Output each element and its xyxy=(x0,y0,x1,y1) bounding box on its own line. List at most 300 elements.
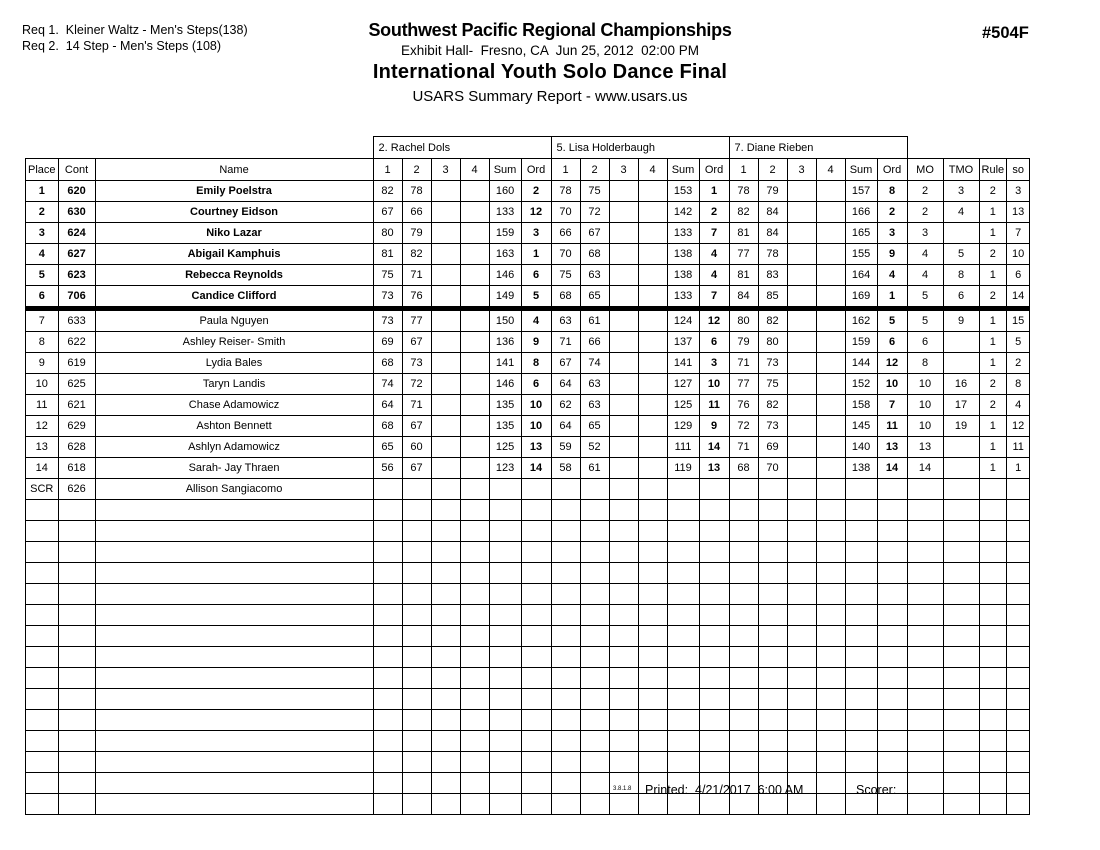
cell-j3-col3 xyxy=(787,731,816,752)
cell-j2-col1 xyxy=(551,752,580,773)
cell-cont xyxy=(58,731,95,752)
header-j2-score-1: 1 xyxy=(551,159,580,181)
cell-cont: 633 xyxy=(58,309,95,332)
cell-j3-score-2: 75 xyxy=(758,374,787,395)
cell-rule xyxy=(979,752,1007,773)
cell-cont xyxy=(58,605,95,626)
cell-cont: 628 xyxy=(58,437,95,458)
cell-j1-col3 xyxy=(431,521,460,542)
cell-j3-sum: 158 xyxy=(845,395,877,416)
cell-j3-score-3 xyxy=(787,374,816,395)
cell-name xyxy=(95,773,373,794)
empty-row xyxy=(26,605,1030,626)
cell-j3-col1 xyxy=(729,710,758,731)
column-header-row xyxy=(26,159,1030,181)
cell-j3-score-2: 73 xyxy=(758,353,787,374)
cell-j2-score-4 xyxy=(638,353,667,374)
cell-j1-col5 xyxy=(489,647,521,668)
table-row xyxy=(26,458,1030,479)
cell-j2-ord xyxy=(699,605,729,626)
header-j3-score-4: 4 xyxy=(816,159,845,181)
cell-j1-score-1: 67 xyxy=(373,202,402,223)
cell-j1-col3 xyxy=(431,626,460,647)
cell-place xyxy=(26,731,59,752)
cell-j2-ord xyxy=(699,584,729,605)
cell-j1-col2 xyxy=(402,773,431,794)
cell-j2-score-1: 68 xyxy=(551,286,580,309)
cell-j2-score-3 xyxy=(609,353,638,374)
cell-j3-sum: 164 xyxy=(845,265,877,286)
cell-j3-score-4 xyxy=(816,286,845,309)
cell-j1-sum: 146 xyxy=(489,374,521,395)
cell-j1-sum: 123 xyxy=(489,458,521,479)
cell-j1-col3 xyxy=(431,794,460,815)
cell-j3-score-3 xyxy=(787,309,816,332)
cell-j2-col5 xyxy=(667,752,699,773)
cell-j2-ord: 3 xyxy=(699,353,729,374)
cell-j1-col5 xyxy=(489,689,521,710)
cell-j3-col4 xyxy=(816,542,845,563)
cell-j1-col1 xyxy=(373,731,402,752)
cell-j2-sum: 124 xyxy=(667,309,699,332)
cell-j1-col1 xyxy=(373,584,402,605)
cell-j1-ord: 1 xyxy=(521,244,551,265)
cell-so xyxy=(1007,479,1030,500)
cell-j1-ord xyxy=(521,731,551,752)
table-row xyxy=(26,286,1030,309)
cell-j3-col5 xyxy=(845,500,877,521)
cell-rule: 1 xyxy=(979,332,1007,353)
cell-j2-col3 xyxy=(609,752,638,773)
cell-j2-score-2: 63 xyxy=(580,374,609,395)
cell-place xyxy=(26,626,59,647)
printed-value: 4/21/2017 6:00 AM xyxy=(695,783,804,797)
cell-j1-col4 xyxy=(460,626,489,647)
cell-j1-ord: 4 xyxy=(521,309,551,332)
cell-tmo: 9 xyxy=(943,309,979,332)
cell-j3-col2 xyxy=(758,710,787,731)
empty-row xyxy=(26,647,1030,668)
cell-j2-score-4 xyxy=(638,395,667,416)
cell-j1-ord xyxy=(521,773,551,794)
cell-j3-ord: 6 xyxy=(877,332,907,353)
cell-so: 6 xyxy=(1007,265,1030,286)
cell-j2-col4 xyxy=(638,500,667,521)
header-j1-score-2: 2 xyxy=(402,159,431,181)
cell-tmo xyxy=(943,521,979,542)
cell-j1-score-3 xyxy=(431,286,460,309)
cell-j2-ord: 13 xyxy=(699,458,729,479)
table-row xyxy=(26,353,1030,374)
cell-rule xyxy=(979,563,1007,584)
cell-mo xyxy=(907,731,943,752)
cell-mo xyxy=(907,647,943,668)
cell-j2-col1 xyxy=(551,521,580,542)
cell-j2-col3 xyxy=(609,500,638,521)
cell-cont: 626 xyxy=(58,479,95,500)
cell-so xyxy=(1007,731,1030,752)
cell-j3-ord: 5 xyxy=(877,309,907,332)
cell-j3-col2 xyxy=(758,668,787,689)
cell-mo xyxy=(907,479,943,500)
cell-j2-score-3 xyxy=(609,416,638,437)
cell-j1-ord xyxy=(521,668,551,689)
cell-rule: 2 xyxy=(979,244,1007,265)
cell-mo: 4 xyxy=(907,265,943,286)
cell-j1-ord xyxy=(521,605,551,626)
cell-j3-score-2: 82 xyxy=(758,395,787,416)
cell-j3-score-2: 85 xyxy=(758,286,787,309)
cell-j2-ord xyxy=(699,689,729,710)
cell-mo xyxy=(907,500,943,521)
cell-rule xyxy=(979,479,1007,500)
cell-rule xyxy=(979,500,1007,521)
cell-j3-score-4 xyxy=(816,458,845,479)
cell-j2-sum: 129 xyxy=(667,416,699,437)
cell-j1-col4 xyxy=(460,668,489,689)
cell-j3-ord xyxy=(877,563,907,584)
cell-j2-score-2: 72 xyxy=(580,202,609,223)
cell-j1-sum: 135 xyxy=(489,416,521,437)
cell-j1-col2 xyxy=(402,542,431,563)
cell-j1-score-2: 82 xyxy=(402,244,431,265)
cell-name xyxy=(95,731,373,752)
cell-j2-col1 xyxy=(551,794,580,815)
cell-rule: 1 xyxy=(979,416,1007,437)
cell-mo: 6 xyxy=(907,332,943,353)
cell-j2-score-4 xyxy=(638,244,667,265)
cell-j1-col2 xyxy=(402,668,431,689)
cell-j3-col4 xyxy=(816,584,845,605)
cell-j3-score-3 xyxy=(787,202,816,223)
cell-mo xyxy=(907,668,943,689)
cell-so xyxy=(1007,773,1030,794)
empty-row xyxy=(26,542,1030,563)
cell-j3-score-3 xyxy=(787,458,816,479)
cell-j3-score-1: 77 xyxy=(729,244,758,265)
cell-j1-ord xyxy=(521,500,551,521)
cell-j3-col5 xyxy=(845,752,877,773)
cell-j3-col5 xyxy=(845,542,877,563)
cell-rule xyxy=(979,647,1007,668)
software-version: 3.8.1.8 xyxy=(613,786,632,792)
cell-j3-col1 xyxy=(729,584,758,605)
cell-j3-score-4 xyxy=(816,353,845,374)
cell-j2-col2 xyxy=(580,584,609,605)
header-j3-score-2: 2 xyxy=(758,159,787,181)
cell-j1-col3 xyxy=(431,647,460,668)
cell-j2-ord xyxy=(699,647,729,668)
cell-j1-ord: 10 xyxy=(521,416,551,437)
cell-j1-score-4 xyxy=(460,202,489,223)
cell-j3-score-1: 84 xyxy=(729,286,758,309)
cell-tmo: 19 xyxy=(943,416,979,437)
cell-j1-col5 xyxy=(489,626,521,647)
cell-cont: 629 xyxy=(58,416,95,437)
cell-j1-col4 xyxy=(460,773,489,794)
cell-mo: 5 xyxy=(907,309,943,332)
cell-place: 14 xyxy=(26,458,59,479)
cell-mo: 10 xyxy=(907,395,943,416)
cell-j3-col1 xyxy=(729,731,758,752)
cell-tmo xyxy=(943,500,979,521)
cell-j2-col2 xyxy=(580,731,609,752)
cell-j1-score-3 xyxy=(431,332,460,353)
cell-j1-score-4 xyxy=(460,395,489,416)
cell-j1-col1 xyxy=(373,689,402,710)
judge-name-1: 2. Rachel Dols xyxy=(373,137,551,159)
cell-place xyxy=(26,500,59,521)
cell-j3-ord: 2 xyxy=(877,202,907,223)
cell-j3-ord: 1 xyxy=(877,286,907,309)
cell-j3-col3 xyxy=(787,668,816,689)
cell-j3-score-4 xyxy=(816,437,845,458)
cell-j1-col4 xyxy=(460,521,489,542)
cell-so: 12 xyxy=(1007,416,1030,437)
cell-j1-score-1: 65 xyxy=(373,437,402,458)
cell-so xyxy=(1007,626,1030,647)
cell-j2-col4 xyxy=(638,584,667,605)
printed-timestamp xyxy=(645,783,803,797)
cell-place xyxy=(26,542,59,563)
cell-j3-score-1 xyxy=(729,479,758,500)
cell-j2-col3 xyxy=(609,668,638,689)
cell-j2-col2 xyxy=(580,500,609,521)
cell-j2-ord: 10 xyxy=(699,374,729,395)
cell-mo xyxy=(907,584,943,605)
cell-j1-score-4 xyxy=(460,181,489,202)
cell-j1-col2 xyxy=(402,647,431,668)
cell-name xyxy=(95,710,373,731)
cell-j1-col1 xyxy=(373,794,402,815)
cell-j2-ord: 11 xyxy=(699,395,729,416)
cell-j1-score-3 xyxy=(431,265,460,286)
cell-place xyxy=(26,773,59,794)
cell-j3-sum: 145 xyxy=(845,416,877,437)
cell-name: Courtney Eidson xyxy=(95,202,373,223)
cell-j1-score-3 xyxy=(431,395,460,416)
cell-j2-col2 xyxy=(580,689,609,710)
cell-j2-col2 xyxy=(580,605,609,626)
cell-j3-ord xyxy=(877,605,907,626)
cell-j3-score-1: 71 xyxy=(729,437,758,458)
cell-j3-score-4 xyxy=(816,416,845,437)
cell-j2-ord: 7 xyxy=(699,223,729,244)
cell-j1-score-3 xyxy=(431,374,460,395)
cell-j3-score-2: 80 xyxy=(758,332,787,353)
header-j1-score-1: 1 xyxy=(373,159,402,181)
cell-j2-sum: 141 xyxy=(667,353,699,374)
cell-name xyxy=(95,794,373,815)
cell-j1-col4 xyxy=(460,710,489,731)
cell-j1-col5 xyxy=(489,563,521,584)
cell-j2-ord xyxy=(699,563,729,584)
cell-j3-col5 xyxy=(845,668,877,689)
cell-tmo xyxy=(943,794,979,815)
cell-j2-score-4 xyxy=(638,374,667,395)
cell-tmo xyxy=(943,437,979,458)
cell-j2-col5 xyxy=(667,521,699,542)
cell-j2-score-4 xyxy=(638,479,667,500)
cell-j1-score-3 xyxy=(431,223,460,244)
cell-j3-score-2: 79 xyxy=(758,181,787,202)
cell-so: 11 xyxy=(1007,437,1030,458)
report-header xyxy=(0,20,1100,105)
cell-j3-ord xyxy=(877,752,907,773)
cell-so: 1 xyxy=(1007,458,1030,479)
cell-j2-sum: 138 xyxy=(667,244,699,265)
cell-j2-score-4 xyxy=(638,265,667,286)
cell-mo: 13 xyxy=(907,437,943,458)
cell-cont xyxy=(58,710,95,731)
cell-tmo: 5 xyxy=(943,244,979,265)
header-j2-sum: Sum xyxy=(667,159,699,181)
cell-name: Ashlyn Adamowicz xyxy=(95,437,373,458)
cell-name xyxy=(95,500,373,521)
cell-j2-sum: 125 xyxy=(667,395,699,416)
empty-row xyxy=(26,521,1030,542)
cell-cont: 623 xyxy=(58,265,95,286)
cell-mo: 2 xyxy=(907,181,943,202)
cell-j1-ord: 8 xyxy=(521,353,551,374)
table-row xyxy=(26,395,1030,416)
cell-j2-sum xyxy=(667,479,699,500)
cell-j2-col1 xyxy=(551,605,580,626)
cell-so xyxy=(1007,500,1030,521)
cell-rule xyxy=(979,605,1007,626)
cell-j2-sum: 153 xyxy=(667,181,699,202)
cell-j2-score-1: 75 xyxy=(551,265,580,286)
cell-j3-col4 xyxy=(816,773,845,794)
cell-j3-col4 xyxy=(816,647,845,668)
cell-j3-col3 xyxy=(787,542,816,563)
cell-j1-col3 xyxy=(431,563,460,584)
cell-j1-ord: 13 xyxy=(521,437,551,458)
cell-place xyxy=(26,710,59,731)
cell-j3-score-4 xyxy=(816,374,845,395)
cell-j2-col1 xyxy=(551,647,580,668)
cell-j2-score-2: 75 xyxy=(580,181,609,202)
cell-place xyxy=(26,584,59,605)
cell-j3-col1 xyxy=(729,563,758,584)
cell-j1-col1 xyxy=(373,647,402,668)
cell-j2-col5 xyxy=(667,689,699,710)
empty-row xyxy=(26,710,1030,731)
cell-j3-ord xyxy=(877,542,907,563)
cell-j2-score-4 xyxy=(638,223,667,244)
cell-j1-col5 xyxy=(489,605,521,626)
cell-j1-ord xyxy=(521,689,551,710)
header-rule: Rule xyxy=(979,159,1007,181)
cell-j3-ord: 7 xyxy=(877,395,907,416)
cell-j1-score-1: 82 xyxy=(373,181,402,202)
cell-j3-col5 xyxy=(845,584,877,605)
cell-j3-score-3 xyxy=(787,437,816,458)
cell-place xyxy=(26,563,59,584)
table-row xyxy=(26,332,1030,353)
cell-name: Taryn Landis xyxy=(95,374,373,395)
cell-j2-score-3 xyxy=(609,181,638,202)
cell-j3-col3 xyxy=(787,752,816,773)
cell-name: Ashton Bennett xyxy=(95,416,373,437)
cell-j2-col5 xyxy=(667,563,699,584)
cell-rule xyxy=(979,542,1007,563)
cell-j1-col4 xyxy=(460,500,489,521)
cell-name xyxy=(95,563,373,584)
cell-rule xyxy=(979,773,1007,794)
cell-j2-score-4 xyxy=(638,181,667,202)
cell-j3-col1 xyxy=(729,542,758,563)
cell-rule xyxy=(979,668,1007,689)
cell-j3-col2 xyxy=(758,605,787,626)
cell-j2-col5 xyxy=(667,584,699,605)
cell-j2-ord: 7 xyxy=(699,286,729,309)
cell-j2-score-1: 59 xyxy=(551,437,580,458)
cell-mo xyxy=(907,521,943,542)
cell-j1-col5 xyxy=(489,584,521,605)
cell-cont: 620 xyxy=(58,181,95,202)
cell-j3-col1 xyxy=(729,605,758,626)
cell-j3-col3 xyxy=(787,521,816,542)
cell-j1-col1 xyxy=(373,773,402,794)
table-row xyxy=(26,223,1030,244)
cell-j1-col3 xyxy=(431,773,460,794)
cell-j2-col1 xyxy=(551,731,580,752)
cell-j3-ord xyxy=(877,731,907,752)
cell-j2-ord: 9 xyxy=(699,416,729,437)
cell-j1-col1 xyxy=(373,668,402,689)
cell-j1-score-1: 74 xyxy=(373,374,402,395)
cell-j3-col2 xyxy=(758,626,787,647)
cell-rule xyxy=(979,689,1007,710)
cell-name xyxy=(95,689,373,710)
cell-j3-ord xyxy=(877,521,907,542)
cell-j2-col3 xyxy=(609,542,638,563)
cell-j3-col5 xyxy=(845,563,877,584)
cell-j3-col1 xyxy=(729,647,758,668)
cell-cont: 630 xyxy=(58,202,95,223)
cell-j2-ord xyxy=(699,731,729,752)
cell-j2-score-4 xyxy=(638,286,667,309)
cell-j2-score-2: 61 xyxy=(580,458,609,479)
cell-j1-col2 xyxy=(402,584,431,605)
cell-j2-ord: 2 xyxy=(699,202,729,223)
cell-j3-ord: 8 xyxy=(877,181,907,202)
cell-name: Allison Sangiacomo xyxy=(95,479,373,500)
cell-mo: 4 xyxy=(907,244,943,265)
cell-j1-score-2: 71 xyxy=(402,265,431,286)
cell-j3-score-2: 78 xyxy=(758,244,787,265)
event-number: #504F xyxy=(982,24,1029,42)
cell-j1-ord: 12 xyxy=(521,202,551,223)
cell-j2-score-1: 66 xyxy=(551,223,580,244)
cell-j1-score-4 xyxy=(460,353,489,374)
cell-j1-col5 xyxy=(489,752,521,773)
cell-name xyxy=(95,584,373,605)
cell-j3-score-3 xyxy=(787,244,816,265)
cell-tmo: 17 xyxy=(943,395,979,416)
cell-j2-score-2: 68 xyxy=(580,244,609,265)
cell-j3-score-4 xyxy=(816,309,845,332)
cell-j3-score-2 xyxy=(758,479,787,500)
cell-j3-ord xyxy=(877,647,907,668)
cell-j3-score-3 xyxy=(787,479,816,500)
header-j2-score-2: 2 xyxy=(580,159,609,181)
cell-j3-col2 xyxy=(758,500,787,521)
cell-j3-ord xyxy=(877,689,907,710)
cell-j1-col5 xyxy=(489,500,521,521)
cell-j2-col1 xyxy=(551,668,580,689)
